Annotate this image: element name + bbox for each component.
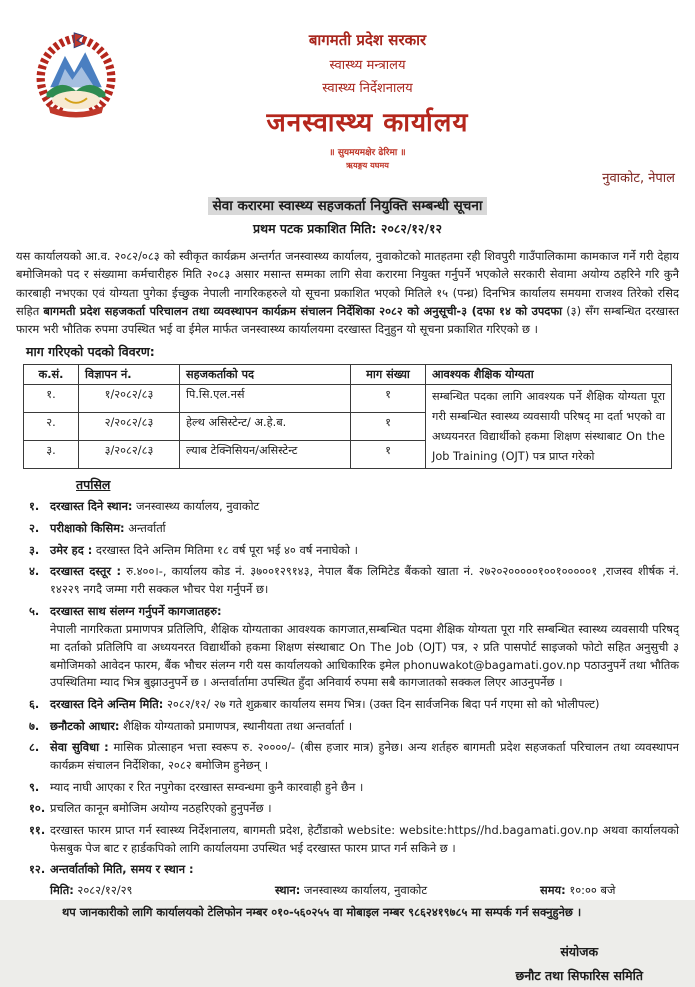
intro-directive-bold: बागमती प्रदेश सहजकर्ता परिचालन तथा व्यवस्थापन कार्यक्रम संचालन निर्देशिका २०८२ को अनुसूची-३ (दफा १४ को उपदफा — [43, 304, 562, 318]
list-item — [16, 739, 679, 774]
signature-role: संयोजक — [515, 940, 643, 964]
item-text: प्रचलित कानून बमोजिम अयोग्य नठहरिएको हुनुपर्नेछ । — [50, 801, 272, 815]
cell-advert-no: १/२०८२/८३ — [79, 385, 180, 413]
item-text: मासिक प्रोत्साहन भत्ता स्वरूप रु. २००००/- (बीस हजार मात्र) हुनेछ। अन्य शर्तहरु बागमती प्रदेश सहजकर्ता परिचालन तथा व्यवस्थापन कार्यक्रम संचालन निर्देशिका, २०८२ बमोजिम हुनेछन् । — [50, 740, 679, 772]
item-text: जनस्वास्थ्य कार्यालय, नुवाकोट — [136, 499, 259, 513]
intro-part1: यस कार्यालयको आ.व. २०८२/०८३ को स्वीकृत कार्यक्रम अन्तर्गत जनस्वास्थ्य कार्यालय, नुवाकोटको मातहतमा रही शिवपुरी गाउँपालिकामा कामकाज गर्ने गरी देहाय बमोजिमको पद र संख्यामा कर्मचारीहरु मिति २०८३ असार मसान्त सम्मका लागि सेवा करारमा नियुक्त गर्नुपर्ने भएकोले सरकारी सेवामा अयोग्य ठहरिने गरि कुनै कारबाही नभएका एवं योग्यता पुगेका ईच्छुक नेपाली नागरिकहरुले यो सूचना प्रकाशित भएको मितिले १५ (पन्ध्र) दिनभित्र कार्यालय समयमा राजश्व तिरेको रसिद सहित — [16, 249, 679, 318]
item-label: उमेर हद : — [50, 543, 92, 557]
cell-post: हेल्थ असिस्टेन्ट/ अ.हे.ब. — [180, 413, 351, 441]
item-number: ३. — [29, 542, 39, 560]
item-number: ४. — [29, 563, 39, 581]
item-text: अन्तर्वार्ता — [128, 521, 165, 535]
office-name: जनस्वास्थ्य कार्यालय — [56, 103, 679, 139]
table-row — [24, 385, 672, 413]
list-item — [16, 563, 679, 598]
interview-place-value: जनस्वास्थ्य कार्यालय, नुवाकोट — [304, 883, 427, 897]
interview-details-row — [50, 882, 679, 900]
list-item — [16, 696, 679, 714]
table-header-row — [24, 365, 672, 385]
col-qualification: आवश्यक शैक्षिक योग्यता — [426, 365, 672, 385]
directorate-name: स्वास्थ्य निर्देशनालय — [56, 78, 679, 96]
col-serial: क.सं. — [24, 365, 79, 385]
cell-qualification: सम्बन्धित पदका लागि आवश्यक पर्ने शैक्षिक योग्यता पूरा गरी सम्बन्धित स्वास्थ्य व्यवसायी परिषद् मा दर्ता भएको वा अध्ययनरत विद्यार्थीको हकमा शिक्षण संस्थाबाट On the Job Training (OJT) पत्र प्राप्त गरेको — [426, 385, 672, 469]
interview-place-label: स्थान: — [275, 883, 300, 897]
item-number: २. — [29, 520, 39, 538]
decorative-seal-script: ॥ सुयमयमक्षेर ढेरिमा ॥ — [56, 145, 679, 158]
ministry-name: स्वास्थ्य मन्त्रालय — [56, 55, 679, 73]
cell-serial: ३. — [24, 441, 79, 469]
item-label: छनौटको आधार: — [50, 719, 119, 733]
government-name: बागमती प्रदेश सरकार — [56, 30, 679, 50]
interview-date-value: २०८२/१२/२९ — [77, 883, 132, 897]
notice-title-text: सेवा करारमा स्वास्थ्य सहजकर्ता नियुक्ति सम्बन्धी सूचना — [208, 197, 488, 215]
item-label: परीक्षाको किसिम: — [50, 521, 125, 535]
interview-date — [50, 882, 275, 900]
interview-place — [275, 882, 540, 900]
positions-table — [23, 364, 672, 469]
item-label: दरखास्त दिने अन्तिम मिति: — [50, 697, 163, 711]
item-text: म्याद नाघी आएका र रित नपुगेका दरखास्त सम्वन्धमा कुनै कारवाही हुने छैन । — [50, 780, 363, 794]
nepal-government-emblem-icon — [30, 32, 122, 124]
cell-quantity: १ — [351, 385, 426, 413]
item-text: २०८२/१२/ २७ गते शुक्रबार कार्यालय समय भित्र। (उक्त दिन सार्वजनिक बिदा पर्न गएमा सो को भोलीपल्ट) — [167, 697, 600, 711]
cell-quantity: १ — [351, 441, 426, 469]
item-number: ९. — [29, 779, 39, 797]
list-item — [16, 718, 679, 736]
cell-advert-no: ३/२०८२/८३ — [79, 441, 180, 469]
item-number: ११. — [29, 822, 45, 840]
list-item — [16, 520, 679, 538]
item-number: ६. — [29, 696, 39, 714]
item-text: शैक्षिक योग्यताको प्रमाणपत्र, स्थानीयता तथा अन्तर्वार्ता । — [123, 719, 352, 733]
conditions-list — [16, 498, 679, 899]
positions-heading: माग गरिएको पदको विवरण: — [26, 343, 679, 360]
contact-info-line: थप जानकारीको लागि कार्यालयको टेलिफोन नम्बर ०१०-५६०२५५ वा मोबाइल नम्बर ९८६२४१९७८५ मा सम्पर्क गर्न सक्नुहुनेछ । — [62, 905, 679, 920]
item-label: अन्तर्वार्ताको मिति, समय र स्थान : — [50, 862, 194, 876]
cell-post: ल्याब टेक्निसियन/असिस्टेन्ट — [180, 441, 351, 469]
list-item — [16, 800, 679, 818]
letterhead — [16, 30, 679, 180]
list-item — [16, 822, 679, 857]
interview-time — [540, 882, 679, 900]
item-label: दरखास्त साथ संलग्न गर्नुपर्ने कागजातहरु: — [50, 604, 222, 618]
col-post: सहजकर्ताको पद — [180, 365, 351, 385]
signature-block — [16, 940, 679, 987]
item-number: ७. — [29, 718, 39, 736]
list-item — [16, 542, 679, 560]
cell-serial: २. — [24, 413, 79, 441]
cell-post: पि.सि.एल.नर्स — [180, 385, 351, 413]
col-quantity: माग संख्या — [351, 365, 426, 385]
signature-committee: छनौट तथा सिफारिस समिति — [515, 964, 643, 987]
item-number: ५. — [29, 603, 39, 621]
notice-title — [16, 196, 679, 214]
item-number: ८. — [29, 739, 39, 757]
office-location: नुवाकोट, नेपाल — [602, 168, 675, 186]
item-text: नेपाली नागरिकता प्रमाणपत्र प्रतिलिपि, शैक्षिक योग्यताका आवश्यक कागजात,सम्बन्धित पदमा शैक्षिक योग्यता पूरा गरि सम्बन्धित स्वास्थ्य व्यवसायी परिषद् मा दर्ताको प्रतिलिपि वा अध्ययनरत विद्यार्थीको हकमा शिक्षण संस्थाबाट On The Job (OJT) पत्र, २ प्रति पासपोर्ट साइजको फोटो सहित अनुसुची ३ बमोजिमको आवेदन फारम, बैंक भौचर संलग्न गरी यस कार्यालयको आधिकारिक इमेल phonuwakot@bagamati.gov.np पठाउनुपर्ने तथा भौतिक उपस्थितिमा म्याद भित्र बुझाउनुपर्ने छ । अन्तर्वार्तामा उपस्थित हुँदा अनिवार्य रुपमा सबै कागजातको सक्कल लिएर आउनुपर्नेछ । — [50, 621, 679, 692]
interview-date-label: मिति: — [50, 883, 74, 897]
item-number: १२. — [29, 861, 45, 879]
decorative-seal-script: ऋयङ्गय यघमय — [56, 160, 679, 171]
list-item — [16, 603, 679, 692]
interview-time-value: १०:०० बजे — [569, 883, 615, 897]
list-item-interview — [16, 861, 679, 899]
col-advert-no: विज्ञापन नं. — [79, 365, 180, 385]
list-item — [16, 779, 679, 797]
item-text: दरखास्त दिने अन्तिम मितिमा १८ वर्ष पूरा भई ४० वर्ष ननाघेको । — [96, 543, 358, 557]
item-number: १०. — [29, 800, 45, 818]
cell-advert-no: २/२०८२/८३ — [79, 413, 180, 441]
item-number: १. — [29, 498, 39, 516]
cell-serial: १. — [24, 385, 79, 413]
interview-time-label: समय: — [540, 883, 566, 897]
item-text: दरखास्त फारम प्राप्त गर्न स्वास्थ्य निर्देशनालय, बागमती प्रदेश, हेटौंडाको website: website:https//hd.bagamati.gov.np अथवा कार्यालयको फेसबुक पेज बाट र हार्डकपिको लागि कार्यालयमा उपस्थित भई दरखास्त फारम प्राप्त गर्न सकिने छ । — [50, 823, 679, 855]
intro-paragraph — [16, 247, 679, 338]
item-label: दरखास्त दिने स्थान: — [50, 499, 132, 513]
published-date-line: प्रथम पटक प्रकाशित मिति: २०८२/१२/१२ — [16, 220, 679, 237]
item-text: रु.४००।-, कार्यालय कोड नं. ३७००१२९१४३, नेपाल बैंक लिमिटेड बैंकको खाता नं. २७२०२०००००१००१०००००१ ,राजस्व शीर्षक नं. १४२२९ नगदै जम्मा गरी सक्कल भौचर पेश गर्नुपर्ने छ। — [50, 564, 679, 596]
item-label: सेवा सुविधा : — [50, 740, 109, 754]
tapasil-heading: तपसिल — [76, 476, 679, 493]
intro-part2: (३) सँग सम्बन्धित दरखास्त फारम भरी भौतिक रुपमा उपस्थित भई वा ईमेल मार्फत जनस्वास्थ्य कार्यालयमा दरखास्त दिनुहुन यो सूचना प्रकाशित गरिएको छ । — [16, 304, 679, 336]
list-item — [16, 498, 679, 516]
cell-quantity: १ — [351, 413, 426, 441]
item-label: दरखास्त दस्तूर : — [50, 564, 121, 578]
